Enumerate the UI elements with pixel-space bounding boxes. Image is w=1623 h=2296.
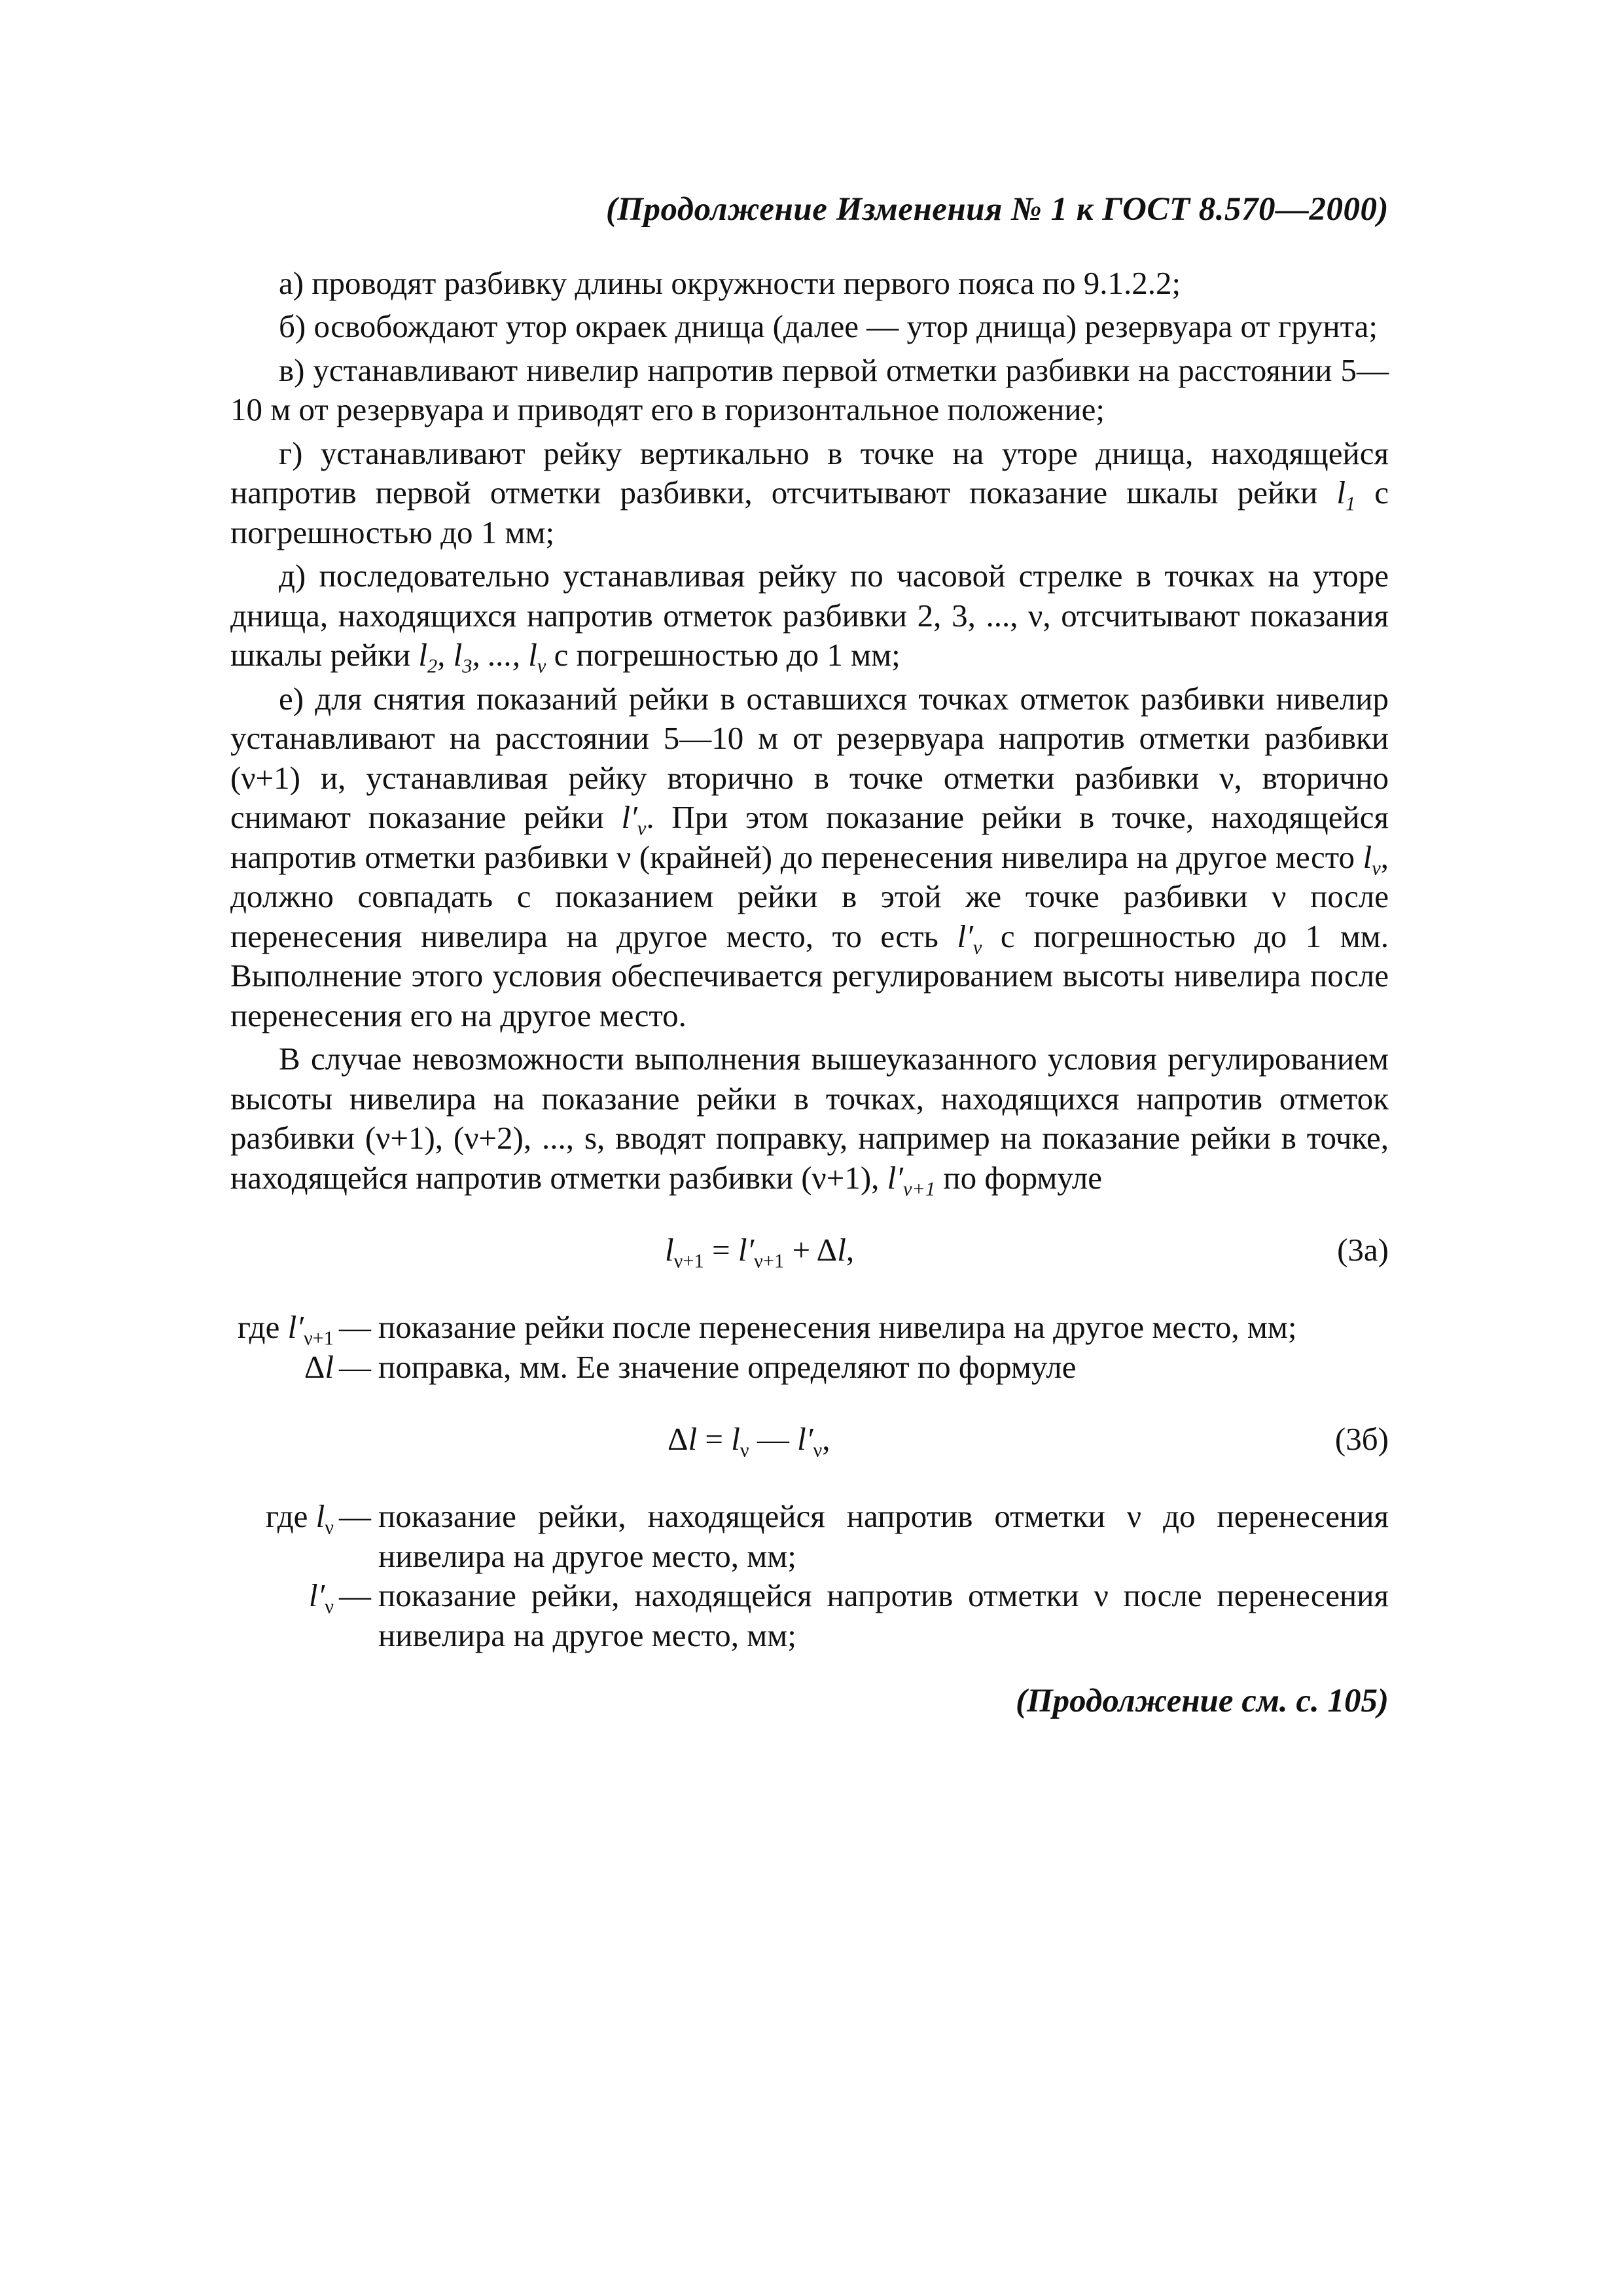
symbol-l-nu: $l_\nu$ <box>1363 838 1381 880</box>
def-symbol-l-prime-nu: $l'_\nu$ <box>308 1577 334 1618</box>
def-text-l-nu: показание рейки, находящейся напротив отметки ν до перенесения нивелира на другое место, мм; <box>378 1498 1389 1574</box>
def-text-delta-l: поправка, мм. Ее значение определяют по формуле <box>378 1348 1077 1385</box>
paragraph-correction <box>230 1039 1389 1198</box>
item-e <box>230 679 1389 1036</box>
def-dash: — <box>339 1577 371 1613</box>
page-header: (Продолжение Изменения № 1 к ГОСТ 8.570—2000) <box>605 191 1389 228</box>
formula-3b <box>230 1420 1389 1462</box>
item-g-tail: с погрешностью до 1 мм; <box>230 475 1389 550</box>
item-g <box>230 434 1389 553</box>
paragraph-correction-text: В случае невозможности выполнения вышеуказанного условия регулированием высоты нивелира на показание рейки в точках, находящихся напротив отметок разбивки (ν+1), (ν+2), ..., s, вводят поправку, например на показание рейки в точке, находящейся напротив отметки разбивки (ν+1), <box>230 1041 1389 1196</box>
item-v: в) устанавливают нивелир напротив первой отметки разбивки на расстоянии 5—10 м от резервуара и приводят его в горизонтальное положение; <box>230 351 1389 427</box>
formula-3b-expression: $\Delta l = l_\nu$ — $l'_\nu$, <box>668 1421 830 1462</box>
item-e-text-1: е) для снятия показаний рейки в оставшихся точках отметок разбивки нивелир устанавливают на расстоянии 5—10 м от резервуара напротив отметки разбивки (ν+1) и, устанавливая рейку вторично в точке отметки разбивки ν, вторично снимают показание рейки <box>230 680 1389 835</box>
symbol-l1: $l_1$ <box>1336 475 1356 515</box>
def-text-l-prime-nu: показание рейки, находящейся напротив отметки ν после перенесения нивелира на другое место, мм; <box>378 1577 1389 1653</box>
definitions-3a <box>230 1308 1389 1387</box>
item-e-text-3: , должно совпадать с показанием рейки в этой же точке разбивки ν после перенесения нивелира на другое место, то есть <box>230 838 1389 954</box>
item-b: б) освобождают утор окраек днища (далее — утор днища) резервуара от грунта; <box>279 308 1378 344</box>
formula-3a-number: (3а) <box>1337 1232 1389 1268</box>
def-symbol-l-prime-nu1: где $l'_{\nu+1}$ <box>238 1309 334 1350</box>
item-d-tail: с погрешностью до 1 мм; <box>546 637 901 673</box>
def-symbol-delta-l: Δl <box>304 1348 334 1385</box>
symbol-l-prime-nu1: $l'_{\nu+1}$ <box>887 1159 936 1200</box>
def-symbol-l-nu: где $l_\nu$ <box>266 1498 334 1539</box>
definitions-3b <box>230 1497 1389 1655</box>
item-d <box>230 556 1389 675</box>
def-dash: — <box>339 1498 371 1534</box>
item-e-text-2: . При этом показание рейки в точке, находящейся напротив отметки разбивки ν (крайней) до перенесения нивелира на другое место <box>230 799 1389 875</box>
def-dash: — <box>339 1348 371 1385</box>
formula-3b-number: (3б) <box>1334 1421 1389 1457</box>
formula-3a-expression: $l_{\nu+1} = l'_{\nu+1} + \Delta l$, <box>665 1232 855 1272</box>
symbol-l-list: $l_2$, $l_3$, ..., $l_\nu$ <box>418 637 546 677</box>
def-text-l-prime-nu1: показание рейки после перенесения нивелира на другое место, мм; <box>378 1309 1297 1345</box>
def-dash: — <box>339 1309 371 1345</box>
paragraph-correction-tail: по формуле <box>935 1159 1102 1196</box>
item-a: а) проводят разбивку длины окружности первого пояса по 9.1.2.2; <box>279 264 1181 301</box>
symbol-l-prime-nu-2: $l'_\nu$ <box>957 918 982 959</box>
symbol-l-prime-nu: $l'_\nu$ <box>621 799 647 840</box>
page-footer: (Продолжение см. с. 105) <box>1016 1683 1389 1719</box>
item-e-text-4: с погрешностью до 1 мм. Выполнение этого условия обеспечивается регулированием высоты нивелира после перенесения его на другое место. <box>230 918 1389 1033</box>
document-page <box>230 190 1389 1721</box>
formula-3a <box>230 1230 1389 1270</box>
item-d-text: д) последовательно устанавливая рейку по часовой стрелке в точках на уторе днища, находящихся напротив отметок разбивки 2, 3, ..., ν, отсчитывают показания шкалы рейки <box>230 558 1389 673</box>
item-g-text: г) устанавливают рейку вертикально в точке на уторе днища, находящейся напротив первой отметки разбивки, отсчитывают показание шкалы рейки <box>230 435 1389 511</box>
